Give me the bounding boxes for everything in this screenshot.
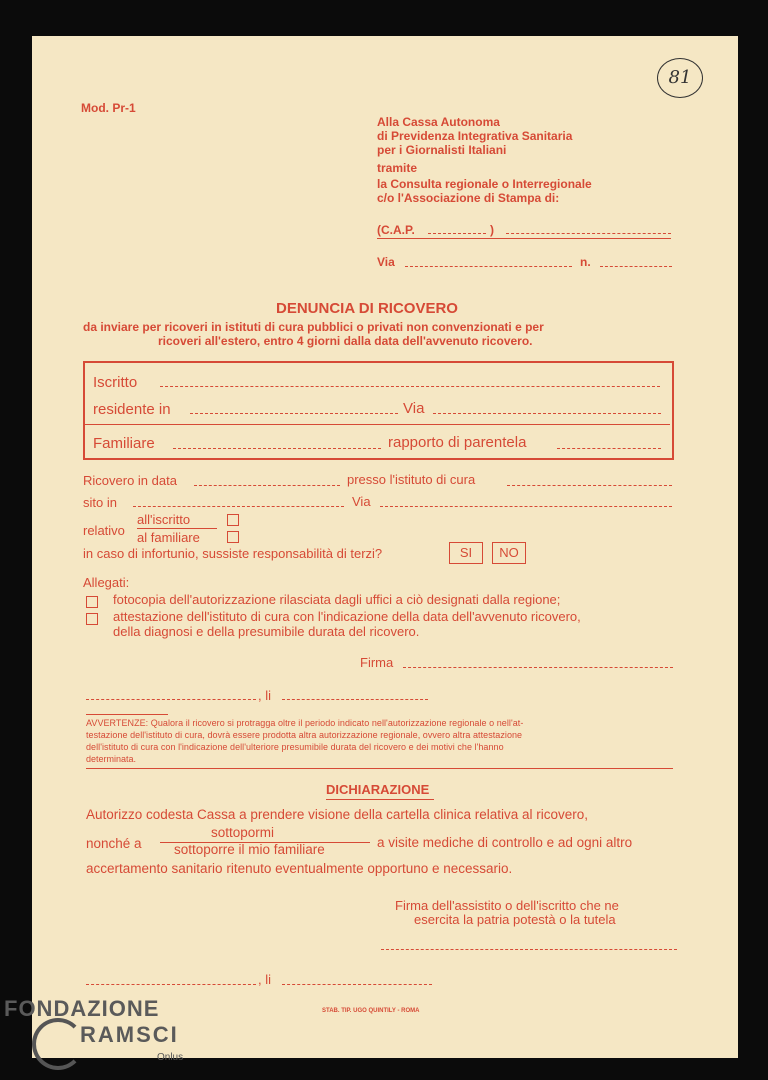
allegato-2-text-2: della diagnosi e della presumibile durata del ricovero. <box>113 624 420 639</box>
box-separator <box>85 424 670 425</box>
infortunio-question: in caso di infortunio, sussiste responsabilità di terzi? <box>83 546 383 561</box>
relativo-label: relativo <box>83 523 125 538</box>
address-via-label: Via <box>377 255 395 269</box>
li2-label: , li <box>258 972 271 987</box>
cap-label: (C.A.P. <box>377 223 415 237</box>
address-line-5: la Consulta regionale o Interregionale <box>377 177 592 191</box>
familiare-field[interactable] <box>173 448 381 449</box>
ricovero-data-label: Ricovero in data <box>83 473 177 488</box>
sito-label: sito in <box>83 495 117 510</box>
firma-assistito-line-1: Firma dell'assistito o dell'iscritto che ne <box>395 898 619 913</box>
visite-text: a visite mediche di controllo e ad ogni altro <box>377 835 633 850</box>
firma-field[interactable] <box>403 667 673 668</box>
presso-label: presso l'istituto di cura <box>347 472 476 487</box>
avvertenze-line-2: testazione dell'istituto di cura, dovrà essere prodotta altra autorizzazione regionale, ovvero altra attestazione <box>86 730 523 740</box>
no-option[interactable]: NO <box>492 542 526 564</box>
address-via-field[interactable] <box>405 266 572 267</box>
printer-credit: STAB. TIP. UGO QUINTILY - ROMA <box>322 1008 420 1014</box>
avvertenze-line-1: AVVERTENZE: Qualora il ricovero si protragga oltre il periodo indicato nell'autorizzazione regionale o nell'at- <box>86 718 524 728</box>
city-field[interactable] <box>506 233 671 234</box>
ricovero-data-field[interactable] <box>194 485 340 486</box>
watermark-logo-icon <box>32 1018 84 1070</box>
data-field[interactable] <box>282 699 428 700</box>
parentela-label: rapporto di parentela <box>388 434 527 451</box>
insured-details-box <box>83 361 674 460</box>
avvertenze-line-3: dell'istituto di cura con l'indicazione dell'ulteriore presumibile durata del ricovero e dei motivi che l'hanno <box>86 742 504 752</box>
firma-assistito-line-2: esercita la patria potestà o la tutela <box>414 912 616 927</box>
allegati-label: Allegati: <box>83 575 130 590</box>
firma-label: Firma <box>360 655 394 670</box>
form-subtitle-2: ricoveri all'estero, entro 4 giorni dalla data dell'avvenuto ricovero. <box>158 334 533 348</box>
familiare-label: Familiare <box>93 435 155 452</box>
sottoporre-option: sottoporre il mio familiare <box>174 842 325 857</box>
dichiarazione-line-3: accertamento sanitario ritenuto eventualmente opportuno e necessario. <box>86 861 513 876</box>
via2-field[interactable] <box>380 506 672 507</box>
al-familiare-checkbox[interactable] <box>227 531 239 543</box>
avvertenze-rule <box>86 714 168 715</box>
li-label: , li <box>258 688 271 703</box>
via2-label: Via <box>352 494 371 509</box>
sito-field[interactable] <box>133 506 344 507</box>
si-option[interactable]: SI <box>449 542 483 564</box>
luogo-field[interactable] <box>86 699 256 700</box>
al-familiare-label: al familiare <box>137 530 200 545</box>
form-subtitle-1: da inviare per ricoveri in istituti di cura pubblici o privati non convenzionati e per <box>83 320 544 334</box>
dichiarazione-title: DICHIARAZIONE <box>326 782 430 797</box>
address-line-4: tramite <box>377 161 418 175</box>
presso-field[interactable] <box>507 485 672 486</box>
allegato-1-checkbox[interactable] <box>86 596 98 608</box>
archive-stamp: 81 <box>657 58 703 98</box>
dichiarazione-line-1: Autorizzo codesta Cassa a prendere visione della cartella clinica relativa al ricovero, <box>86 807 588 822</box>
residente-field[interactable] <box>190 413 398 414</box>
watermark-line-3: Onlus <box>157 1052 184 1063</box>
cap-field[interactable] <box>428 233 486 234</box>
cap-close: ) <box>490 223 494 237</box>
address-number-field[interactable] <box>600 266 672 267</box>
avvertenze-line-4: determinata. <box>86 754 137 764</box>
watermark-line-1: FONDAZIONE <box>4 996 160 1021</box>
firma-assistito-field[interactable] <box>381 949 677 950</box>
watermark-line-2: RAMSCI <box>80 1022 179 1047</box>
nonche-label: nonché a <box>86 836 142 851</box>
relativo-divider <box>137 528 217 529</box>
address-line-1: Alla Cassa Autonoma <box>377 115 500 129</box>
dichiarazione-underline <box>326 799 434 800</box>
address-number-label: n. <box>580 255 591 269</box>
box-via-label: Via <box>403 400 425 417</box>
residente-label: residente in <box>93 401 171 418</box>
avvertenze-bottom-rule <box>86 768 673 769</box>
all-iscritto-checkbox[interactable] <box>227 514 239 526</box>
data2-field[interactable] <box>282 984 432 985</box>
sottopormi-option: sottopormi <box>211 825 275 840</box>
iscritto-field[interactable] <box>160 386 660 387</box>
cap-underline <box>377 238 671 239</box>
parentela-field[interactable] <box>557 448 661 449</box>
all-iscritto-label: all'iscritto <box>137 512 191 527</box>
box-via-field[interactable] <box>433 413 661 414</box>
address-line-2: di Previdenza Integrativa Sanitaria <box>377 129 573 143</box>
form-title: DENUNCIA DI RICOVERO <box>276 300 458 317</box>
form-code: Mod. Pr-1 <box>81 101 136 115</box>
address-line-6: c/o l'Associazione di Stampa di: <box>377 191 560 205</box>
iscritto-label: Iscritto <box>93 374 138 391</box>
allegato-2-checkbox[interactable] <box>86 613 98 625</box>
address-line-3: per i Giornalisti Italiani <box>377 143 507 157</box>
allegato-2-text-1: attestazione dell'istituto di cura con l'indicazione della data dell'avvenuto ricovero, <box>113 609 581 624</box>
luogo2-field[interactable] <box>86 984 256 985</box>
allegato-1-text: fotocopia dell'autorizzazione rilasciata dagli uffici a ciò designati dalla regione; <box>113 592 561 607</box>
